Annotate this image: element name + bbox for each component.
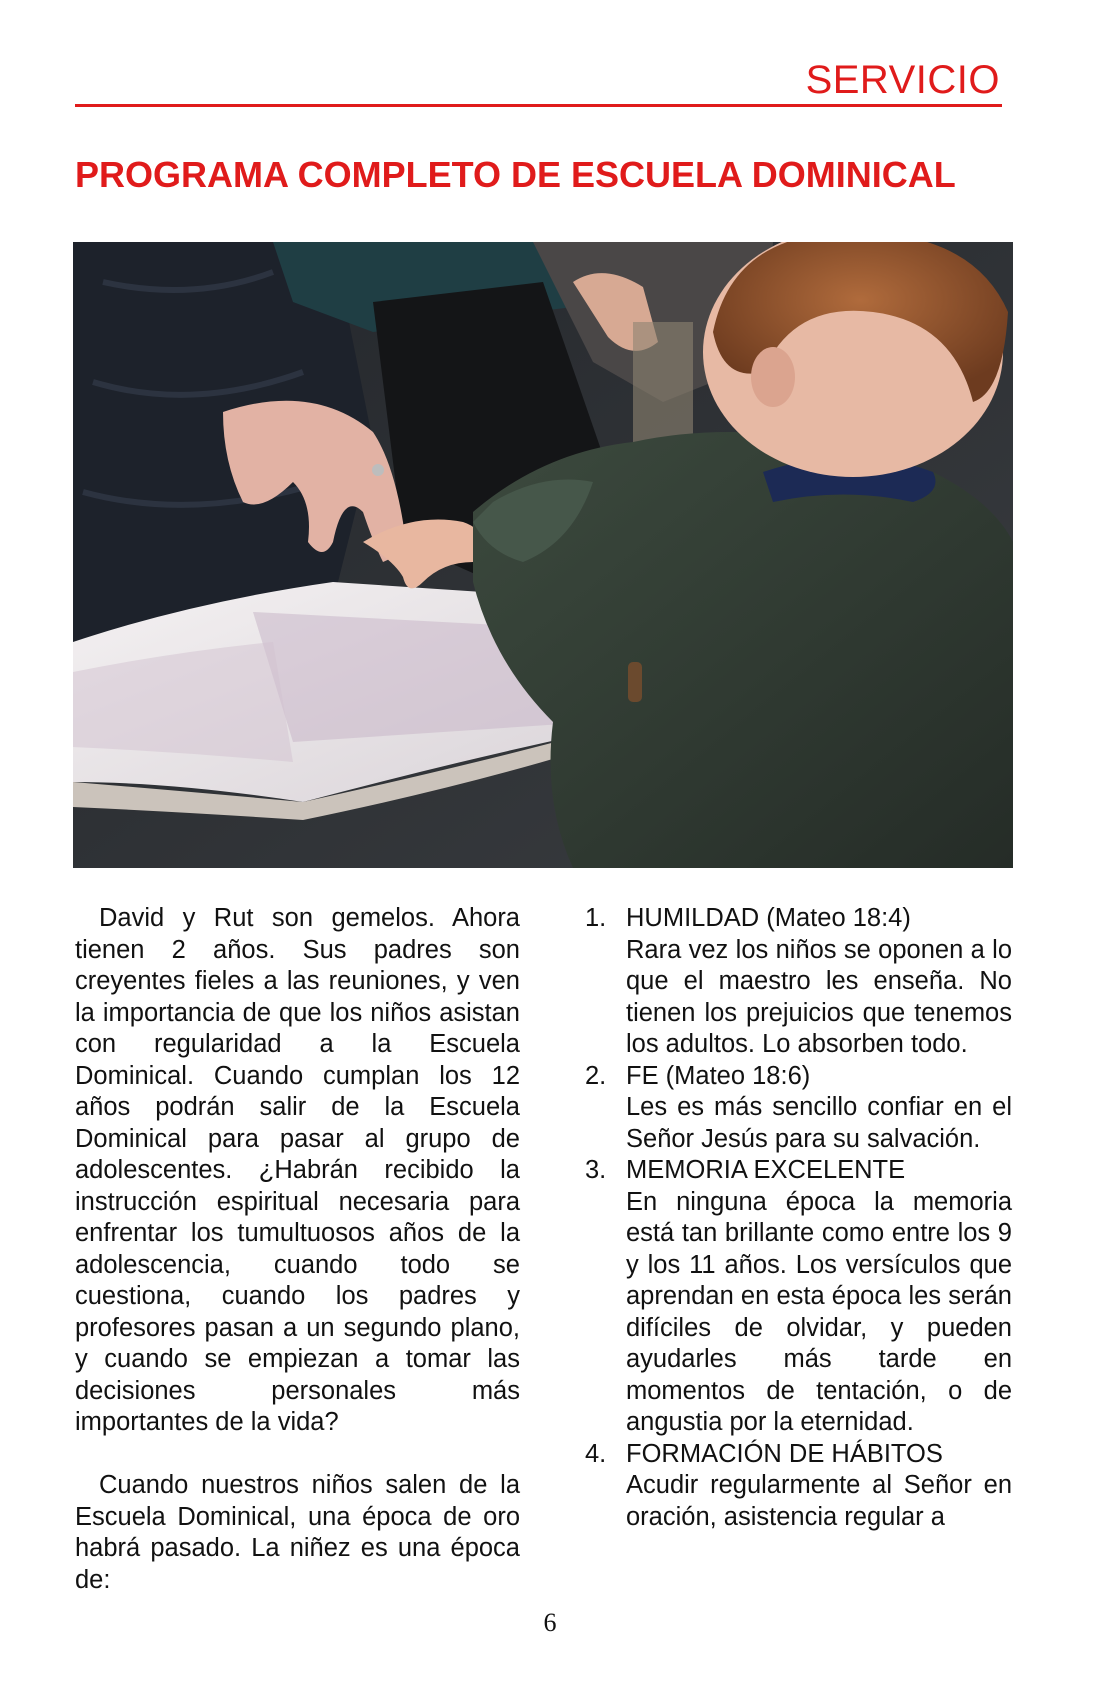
list-heading: FE (Mateo 18:6) bbox=[626, 1061, 811, 1090]
paragraph: Cuando nuestros niños salen de la Escuela Dominical, una época de oro habrá pasado. La niñez es una época de: bbox=[75, 1471, 520, 1594]
list-item bbox=[585, 1155, 1012, 1439]
list-heading: FORMACIÓN DE HÁBITOS bbox=[626, 1439, 943, 1468]
page-title: PROGRAMA COMPLETO DE ESCUELA DOMINICAL bbox=[75, 154, 956, 195]
list-text: En ninguna época la memoria está tan brillante como entre los 9 y los 11 años. Los versículos que aprendan en esta época les serán difíciles de olvidar, y pueden ayudarles más tarde en momentos de tentación, o de angustia por la eternidad. bbox=[626, 1187, 1012, 1436]
list-text: Acudir regularmente al Señor en oración, asistencia regular a bbox=[626, 1471, 1012, 1531]
list-item bbox=[585, 1439, 1012, 1534]
list-item bbox=[585, 903, 1012, 1061]
photo-child-reading-bible bbox=[73, 242, 1013, 868]
page-number: 6 bbox=[543, 1608, 557, 1637]
paragraph: David y Rut son gemelos. Ahora tienen 2 años. Sus padres son creyentes fieles a las reuniones, y ven la importancia de que los niños asistan con regularidad a la Escuela Dominical. Cuando cumplan los 12 años podrán salir de la Escuela Dominical para pasar al grupo de adolescentes. ¿Habrán recibido la instrucción espiritual necesaria para enfrentar los tumultuosos años de la adolescencia, cuando todo se cuestiona, cuando los padres y profesores pasan a un segundo plano, y cuando se empiezan a tomar las decisiones personales más importantes de la vida? bbox=[75, 904, 520, 1436]
list-item bbox=[585, 1061, 1012, 1156]
list-number: 3. bbox=[585, 1156, 607, 1184]
list-number: 4. bbox=[585, 1439, 607, 1468]
list-heading: HUMILDAD (Mateo 18:4) bbox=[626, 904, 911, 932]
list-text: Rara vez los niños se oponen a lo que el maestro les enseña. No tienen los prejuicios que tenemos los adultos. Lo absorben todo. bbox=[626, 935, 1012, 1058]
section-label: SERVICIO bbox=[805, 58, 1000, 102]
left-column bbox=[75, 903, 520, 1596]
header-rule bbox=[75, 104, 1002, 107]
right-column bbox=[585, 903, 1012, 1533]
list-number: 1. bbox=[585, 904, 607, 932]
numbered-list bbox=[585, 903, 1012, 1533]
list-number: 2. bbox=[585, 1061, 607, 1090]
list-text: Les es más sencillo confiar en el Señor Jesús para su salvación. bbox=[626, 1093, 1012, 1153]
list-heading: MEMORIA EXCELENTE bbox=[626, 1156, 906, 1184]
